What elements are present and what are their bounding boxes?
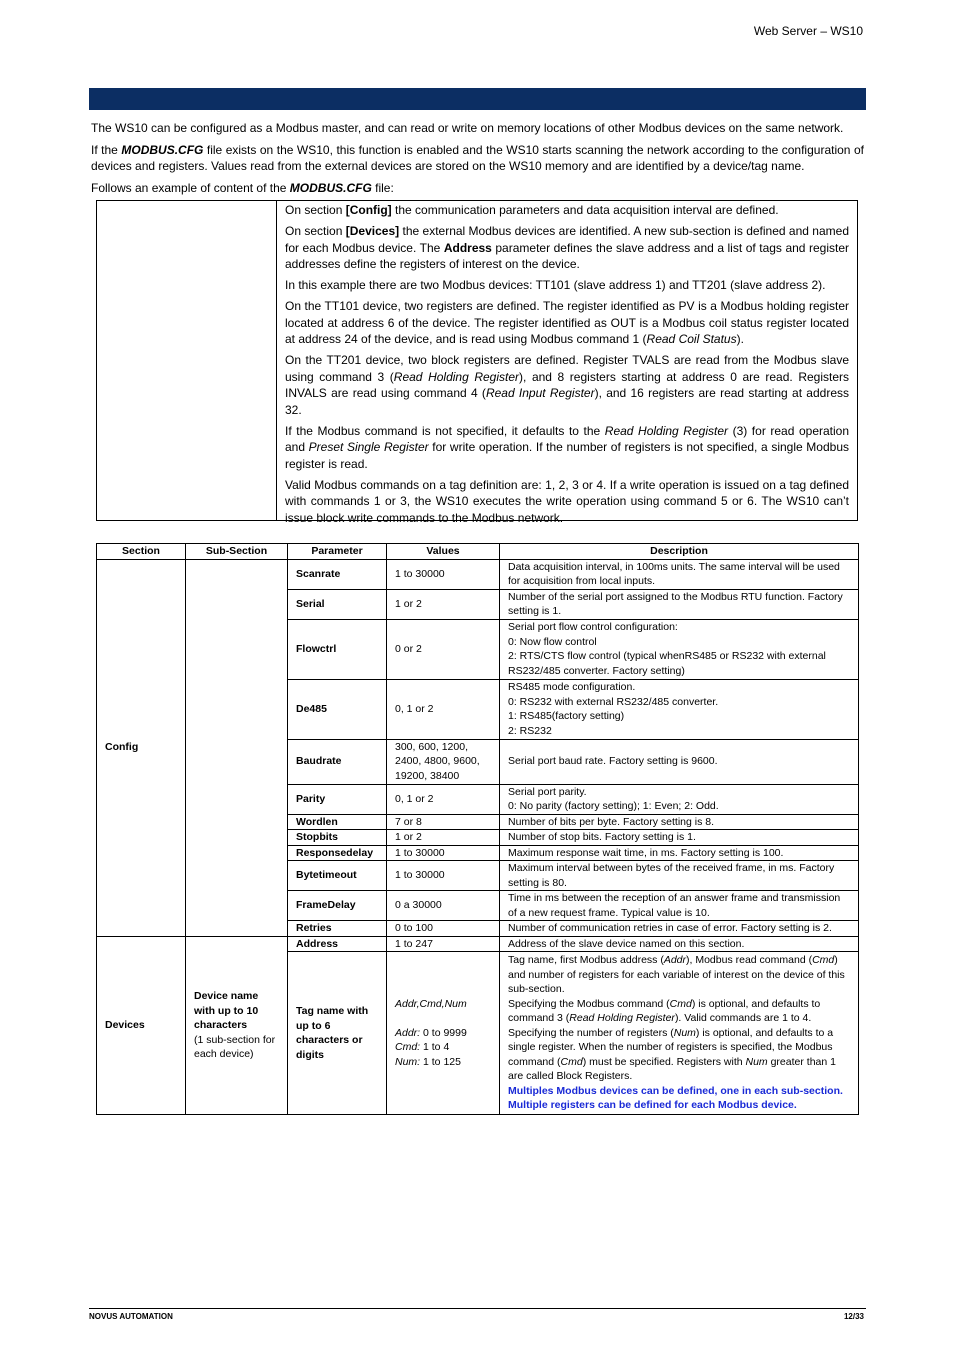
- highlight-note: Multiple registers can be defined for each Modbus device.: [508, 1099, 797, 1112]
- explanation-paragraph: On section [Devices] the external Modbus devices are identified. A new sub-section is defined and named for each Modbus device. The Address parameter defines the slave address and a list of tags and register addresses define the registers of interest on the device.: [285, 224, 849, 271]
- table-row: [97, 559, 859, 589]
- footer-divider: [89, 1308, 866, 1309]
- description-cell: Data acquisition interval, in 100ms units. The same interval will be used for acquisition from local inputs.: [500, 559, 859, 589]
- values-cell: 1 or 2: [387, 589, 500, 619]
- page-number: 12/33: [843, 1312, 864, 1321]
- config-explanation: [277, 201, 857, 525]
- parameter-cell: Baudrate: [288, 739, 387, 784]
- values-cell: 0, 1 or 2: [387, 784, 500, 814]
- description-cell: Serial port parity. 0: No parity (factory setting); 1: Even; 2: Odd.: [500, 784, 859, 814]
- column-header: Description: [500, 544, 859, 560]
- explanation-paragraph: Valid Modbus commands on a tag definition are: 1, 2, 3 or 4. If a write operation is issued on a tag defined with commands 1 or 3, the WS10 executes the write operation using command 5 or 6. The WS10 can’t issue block write commands to the Modbus network.: [285, 477, 849, 525]
- config-example-box: [96, 200, 858, 525]
- values-cell: 0 or 2: [387, 619, 500, 679]
- explanation-paragraph: In this example there are two Modbus devices: TT101 (slave address 1) and TT201 (slave address 2).: [285, 278, 826, 292]
- values-cell: 1 to 30000: [387, 559, 500, 589]
- intro-paragraph-2: If the MODBUS.CFG file exists on the WS10, this function is enabled and the WS10 starts scanning the network according to the configuration of devices and registers. Values read from the external devices are stored on the WS10 memory and are identified by a device/tag name.: [91, 143, 864, 173]
- parameter-cell: Serial: [288, 589, 387, 619]
- values-cell: 1 to 247: [387, 936, 500, 952]
- explanation-paragraph: On the TT201 device, two block registers are defined. Register TVALS are read from the Modbus slave using command 3 (Read Holding Register), and 8 registers starting at address 0 are read. Registers INVALS are read using command 4 (Read Input Register), and 16 registers are read starting at address 32.: [285, 353, 850, 417]
- explanation-paragraph: On section [Config] the communication parameters and data acquisition interval are defined.: [285, 203, 779, 217]
- values-cell: 0, 1 or 2: [387, 679, 500, 739]
- parameter-cell: Responsedelay: [288, 845, 387, 861]
- values-cell: 1 or 2: [387, 830, 500, 846]
- description-cell: Number of stop bits. Factory setting is 1.: [500, 830, 859, 846]
- intro-paragraph-1: The WS10 can be configured as a Modbus master, and can read or write on memory locations of other Modbus devices on the same network.: [91, 121, 844, 135]
- values-cell: 0 to 100: [387, 921, 500, 937]
- parameter-cell: De485: [288, 679, 387, 739]
- table-header-row: [97, 544, 859, 560]
- values-cell: Addr,Cmd,Num Addr: 0 to 9999 Cmd: 1 to 4 Num: 1 to 125: [387, 952, 500, 1115]
- parameter-cell: Tag name with up to 6 characters or digits: [288, 952, 387, 1115]
- parameter-cell: Address: [288, 936, 387, 952]
- description-cell: Serial port baud rate. Factory setting is 9600.: [500, 739, 859, 784]
- description-cell: Maximum response wait time, in ms. Factory setting is 100.: [500, 845, 859, 861]
- intro-paragraph-3: Follows an example of content of the MODBUS.CFG file:: [91, 181, 394, 195]
- section-title-bar: [89, 88, 866, 110]
- values-cell: 300, 600, 1200, 2400, 4800, 9600, 19200, 38400: [387, 739, 500, 784]
- subsection-cell: Device name with up to 10 characters (1 sub-section for each device): [186, 936, 288, 1115]
- description-cell: Time in ms between the reception of an answer frame and transmission of a new request frame. Typical value is 10.: [500, 891, 859, 921]
- explanation-paragraph: If the Modbus command is not specified, it defaults to the Read Holding Register (3) for read operation and Preset Single Register for write operation. If the number of registers is not specified, a single Modbus register is read.: [285, 423, 850, 471]
- table-row: [97, 936, 859, 952]
- values-cell: 1 to 30000: [387, 845, 500, 861]
- description-cell: Tag name, first Modbus address (Addr), Modbus read command (Cmd) and number of registers for each variable of interest on the device of this sub-section. Specifying the Modbus command (Cmd) is optional, and defaults to command 3 (Read Holding Register). Valid commands are 1 to 4. Specifying the number of registers (Num) is optional, and defaults to a single register. When the number of registers is specified, the Modbus command (Cmd) must be specified. Registers with Num greater than 1 are called Block Registers. Multiples Modbus devices can be defined, one in each sub-section. Multiple registers can be defined for each Modbus device.: [500, 952, 859, 1115]
- footer-company: NOVUS AUTOMATION: [89, 1312, 173, 1321]
- values-cell: 7 or 8: [387, 814, 500, 830]
- description-cell: Maximum interval between bytes of the received frame, in ms. Factory setting is 80.: [500, 861, 859, 891]
- parameters-table: [96, 543, 859, 1115]
- parameter-cell: Flowctrl: [288, 619, 387, 679]
- parameter-cell: Wordlen: [288, 814, 387, 830]
- column-header: Parameter: [288, 544, 387, 560]
- description-cell: Serial port flow control configuration: 0: Now flow control 2: RTS/CTS flow control (typical whenRS485 or RS232 with external RS232/485 converter. Factory setting): [500, 619, 859, 679]
- description-cell: Address of the slave device named on this section.: [500, 936, 859, 952]
- filename: MODBUS.CFG: [289, 181, 372, 195]
- values-cell: 0 a 30000: [387, 891, 500, 921]
- parameter-cell: Bytetimeout: [288, 861, 387, 891]
- section-cell: Config: [97, 559, 186, 936]
- filename: MODBUS.CFG: [121, 143, 204, 157]
- description-cell: Number of bits per byte. Factory setting is 8.: [500, 814, 859, 830]
- values-cell: 1 to 30000: [387, 861, 500, 891]
- highlight-note: Multiples Modbus devices can be defined, one in each sub-section.: [508, 1084, 843, 1097]
- running-header: Web Server – WS10: [753, 24, 863, 38]
- subsection-cell: [186, 559, 288, 936]
- parameter-cell: Scanrate: [288, 559, 387, 589]
- description-cell: RS485 mode configuration. 0: RS232 with external RS232/485 converter. 1: RS485(factory setting) 2: RS232: [500, 679, 859, 739]
- column-header: Values: [387, 544, 500, 560]
- explanation-paragraph: On the TT101 device, two registers are defined. The register identified as PV is a Modbus holding register located at address 6 of the device. The register identified as OUT is a Modbus coil status register located at address 24 of the device, and is read using Modbus command 1 (Read Coil Status).: [285, 299, 849, 346]
- config-file-listing: [97, 201, 277, 520]
- parameter-cell: Stopbits: [288, 830, 387, 846]
- column-header: Sub-Section: [186, 544, 288, 560]
- description-cell: Number of the serial port assigned to the Modbus RTU function. Factory setting is 1.: [500, 589, 859, 619]
- section-cell: Devices: [97, 936, 186, 1115]
- parameter-cell: FrameDelay: [288, 891, 387, 921]
- parameter-cell: Parity: [288, 784, 387, 814]
- column-header: Section: [97, 544, 186, 560]
- description-cell: Number of communication retries in case of error. Factory setting is 2.: [500, 921, 859, 937]
- parameter-cell: Retries: [288, 921, 387, 937]
